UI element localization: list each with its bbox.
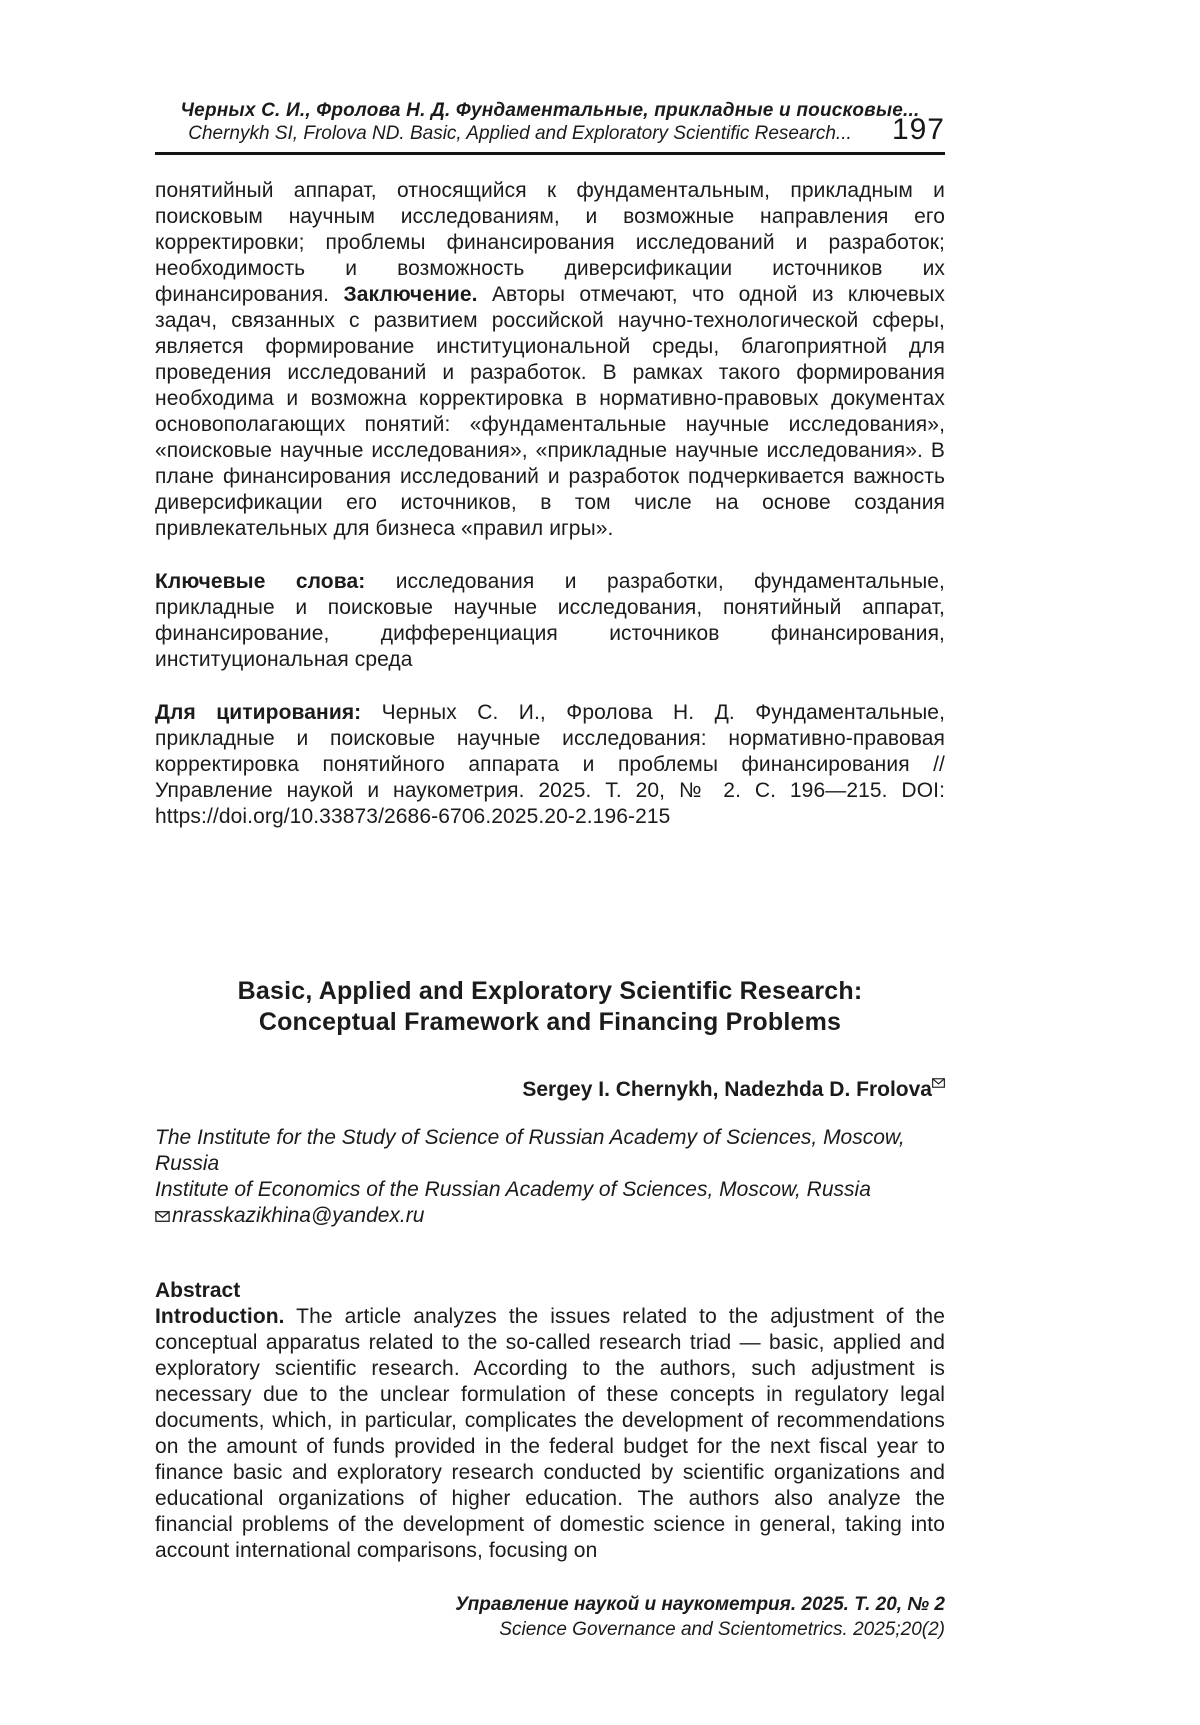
citation-label: Для цитирования: bbox=[155, 701, 362, 724]
running-header-en: Chernykh SI, Frolova ND. Basic, Applied and Exploratory Scientific Research... bbox=[188, 123, 852, 144]
article-title-line2: Conceptual Framework and Financing Problems bbox=[258, 1008, 842, 1036]
affiliation-2: Institute of Economics of the Russian Academy of Sciences, Moscow, Russia bbox=[155, 1178, 871, 1201]
keywords-label: Ключевые слова: bbox=[155, 570, 366, 593]
journal-footer-en: Science Governance and Scientometrics. 2025;20(2) bbox=[499, 1619, 945, 1640]
citation-text: Черных С. И., Фролова Н. Д. Фундаментальные, прикладные и поисковые научные исследования: нормативно-правовая корректировка понятийного аппарата и проблемы финансирования // Управление наукой и наукометрия. 2025. Т. 20, № 2. С. 196—215. DOI: https://doi.org/10.33873/2686-6706.2025.20-2.196-215 bbox=[155, 701, 946, 828]
page-content bbox=[155, 0, 945, 1585]
page-number: 197 bbox=[891, 113, 945, 146]
introduction-inline-label: Introduction. bbox=[155, 1305, 285, 1328]
envelope-icon bbox=[932, 1078, 945, 1088]
email-address: nrasskazikhina@yandex.ru bbox=[172, 1204, 425, 1227]
abstract-intro-paragraph bbox=[155, 1304, 945, 1564]
journal-footer-ru: Управление наукой и наукометрия. 2025. Т. 20, № 2 bbox=[455, 1594, 945, 1615]
keywords-text: исследования и разработки, фундаментальные, прикладные и поисковые научные исследования, понятийный аппарат, финансирование, дифференциация источников финансирования, институциональная среда bbox=[155, 570, 945, 671]
conclusion-inline-label: Заключение. bbox=[343, 283, 478, 306]
affiliation-1: The Institute for the Study of Science of Russian Academy of Sciences, Moscow, Russia bbox=[155, 1126, 905, 1175]
envelope-icon bbox=[155, 1211, 170, 1222]
running-header-ru: Черных С. И., Фролова Н. Д. Фундаментальные, прикладные и поисковые... bbox=[180, 100, 920, 121]
abstract-en-text: The article analyzes the issues related to the adjustment of the conceptual apparatus related to the so-called research triad — basic, applied and exploratory scientific research. According to the authors, such adjustment is necessary due to the unclear formulation of these concepts in regulatory legal documents, which, in particular, complicates the development of recommendations on the amount of funds provided in the federal budget for the next fiscal year to finance basic and exploratory research conducted by scientific organizations and educational organizations of higher education. The authors also analyze the financial problems of the development of domestic science in general, taking into account international comparisons, focusing on bbox=[155, 1305, 945, 1562]
authors-names: Sergey I. Chernykh, Nadezhda D. Frolova bbox=[522, 1078, 932, 1101]
abstract-ru-paragraph bbox=[155, 178, 945, 542]
keywords-paragraph bbox=[155, 569, 945, 673]
journal-footer bbox=[155, 1592, 945, 1642]
email-line bbox=[155, 1203, 945, 1229]
article-title-en bbox=[155, 976, 945, 1038]
running-header bbox=[155, 99, 945, 155]
abstract-ru-text-before: понятийный аппарат, относящийся к фундаментальным, прикладным и поисковым научным исследованиям, и возможные направления его корректировки; проблемы финансирования исследований и разработок; необходимость и возможность диверсификации источников их финансирования. bbox=[155, 179, 945, 306]
authors-line bbox=[155, 1077, 945, 1102]
abstract-heading: Abstract bbox=[155, 1279, 241, 1302]
abstract-ru-text-after: Авторы отмечают, что одной из ключевых задач, связанных с развитием российской научно-технологической сферы, является формирование институциональной среды, благоприятной для проведения исследований и разработок. В рамках такого формирования необходима и возможна корректировка в нормативно-правовых документах основополагающих понятий: «фундаментальные научные исследования», «поисковые научные исследования», «прикладные научные исследования». В плане финансирования исследований и разработок подчеркивается важность диверсификации его источников, в том числе на основе создания привлекательных для бизнеса «правил игры». bbox=[155, 283, 945, 540]
affiliation-block bbox=[155, 1125, 945, 1229]
citation-paragraph bbox=[155, 700, 945, 830]
article-title-line1: Basic, Applied and Exploratory Scientific Research: bbox=[237, 977, 863, 1005]
